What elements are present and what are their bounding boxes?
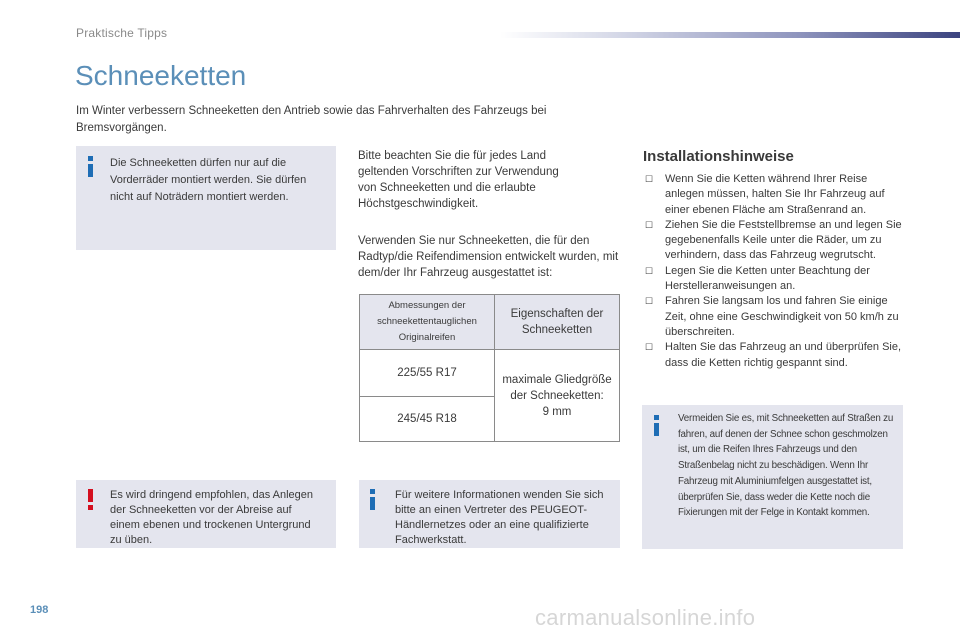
table-header-chain-properties: Eigenschaften der Schneeketten	[495, 295, 620, 350]
note-avoid	[642, 405, 903, 549]
list-item-text: Fahren Sie langsam los und fahren Sie einige Zeit, ohne eine Geschwindigkeit von 50 km/h zu überschreiten.	[665, 295, 899, 338]
use-only-text: Verwenden Sie nur Schneeketten, die für den Radtyp/die Reifendimension entwickelt wurden, mit dem/der Ihr Fahrzeug ausgestattet ist:	[358, 235, 619, 279]
page-number: 198	[30, 604, 49, 616]
checkbox-icon: ☐	[645, 296, 654, 307]
warning-note	[76, 480, 336, 548]
list-item-text: Legen Sie die Ketten unter Beachtung der Herstelleranweisungen an.	[665, 264, 870, 293]
list-item	[643, 294, 905, 340]
note-dealer	[359, 480, 620, 548]
list-item-text: Halten Sie das Fahrzeug an und überprüfen Sie, dass die Ketten richtig gespannt sind.	[665, 341, 902, 369]
watermark: carmanualsonline.info	[535, 605, 756, 630]
checkbox-icon: ☐	[645, 219, 654, 230]
note-avoid-text: Vermeiden Sie es, mit Schneeketten auf Straßen zu fahren, auf denen der Schnee schon geschmolzen ist, um die Reifen Ihres Fahrzeugs und den Straßenbelag nicht zu beschädigen. Wenn Ihr Fahrzeug mit Aluminiumfelgen ausgestattet ist, überprüfen Sie, dass weder die Kette noch die Fixierungen mit der Felge in Kontakt kommen.	[678, 413, 894, 519]
header-bar	[500, 32, 960, 38]
chain-property-value: 9 mm	[542, 405, 572, 418]
list-item	[643, 218, 905, 264]
checkbox-icon: ☐	[645, 265, 654, 276]
chain-property-label: maximale Gliedgröße der Schneeketten:	[502, 373, 612, 402]
table-header-tire-sizes: Abmessungen der schneekettentauglichen Originalreifen	[360, 295, 495, 350]
note-dealer-text: Für weitere Informationen wenden Sie sich bitte an einen Vertreter des PEUGEOT-Händlernetzes oder an eine qualifizierte Fachwerkstatt.	[395, 489, 604, 546]
table-cell-tire-size: 225/55 R17	[360, 350, 495, 397]
table-cell-tire-size: 245/45 R18	[360, 397, 495, 442]
warning-note-text: Es wird dringend empfohlen, das Anlegen der Schneeketten vor der Abreise auf einem ebenen und trockenen Untergrund zu üben.	[110, 489, 314, 546]
list-item-text: Ziehen Sie die Feststellbremse an und legen Sie gegebenenfalls Keile unter die Räder, um zu verhindern, dass das Fahrzeug wegrutscht.	[665, 218, 902, 262]
table-cell-chain-property	[495, 350, 620, 442]
snow-chain-table	[359, 294, 620, 442]
list-item	[643, 340, 905, 371]
intro-text: Im Winter verbessern Schneeketten den Antrieb sowie das Fahrverhalten des Fahrzeugs bei Bremsvorgängen.	[76, 105, 547, 134]
note-front-wheels-text: Die Schneeketten dürfen nur auf die Vorderräder montiert werden. Sie dürfen nicht auf Noträdern montiert werden.	[110, 157, 307, 203]
installation-list	[643, 172, 905, 371]
list-item	[643, 172, 905, 218]
list-item-text: Wenn Sie die Ketten während Ihrer Reise anlegen müssen, halten Sie Ihr Fahrzeug auf einer ebenen Fläche am Straßenrand an.	[665, 173, 885, 216]
installation-title: Installationshinweise	[643, 148, 794, 165]
checkbox-icon: ☐	[645, 342, 654, 353]
checkbox-icon: ☐	[645, 174, 654, 184]
note-front-wheels	[76, 146, 336, 250]
section-header: Praktische Tipps	[76, 26, 168, 40]
regulations-text: Bitte beachten Sie die für jedes Land geltenden Vorschriften zur Verwendung von Schneeketten und die erlaubte Höchstgeschwindigkeit.	[358, 150, 559, 210]
page-title: Schneeketten	[75, 60, 247, 91]
list-item	[643, 264, 905, 295]
